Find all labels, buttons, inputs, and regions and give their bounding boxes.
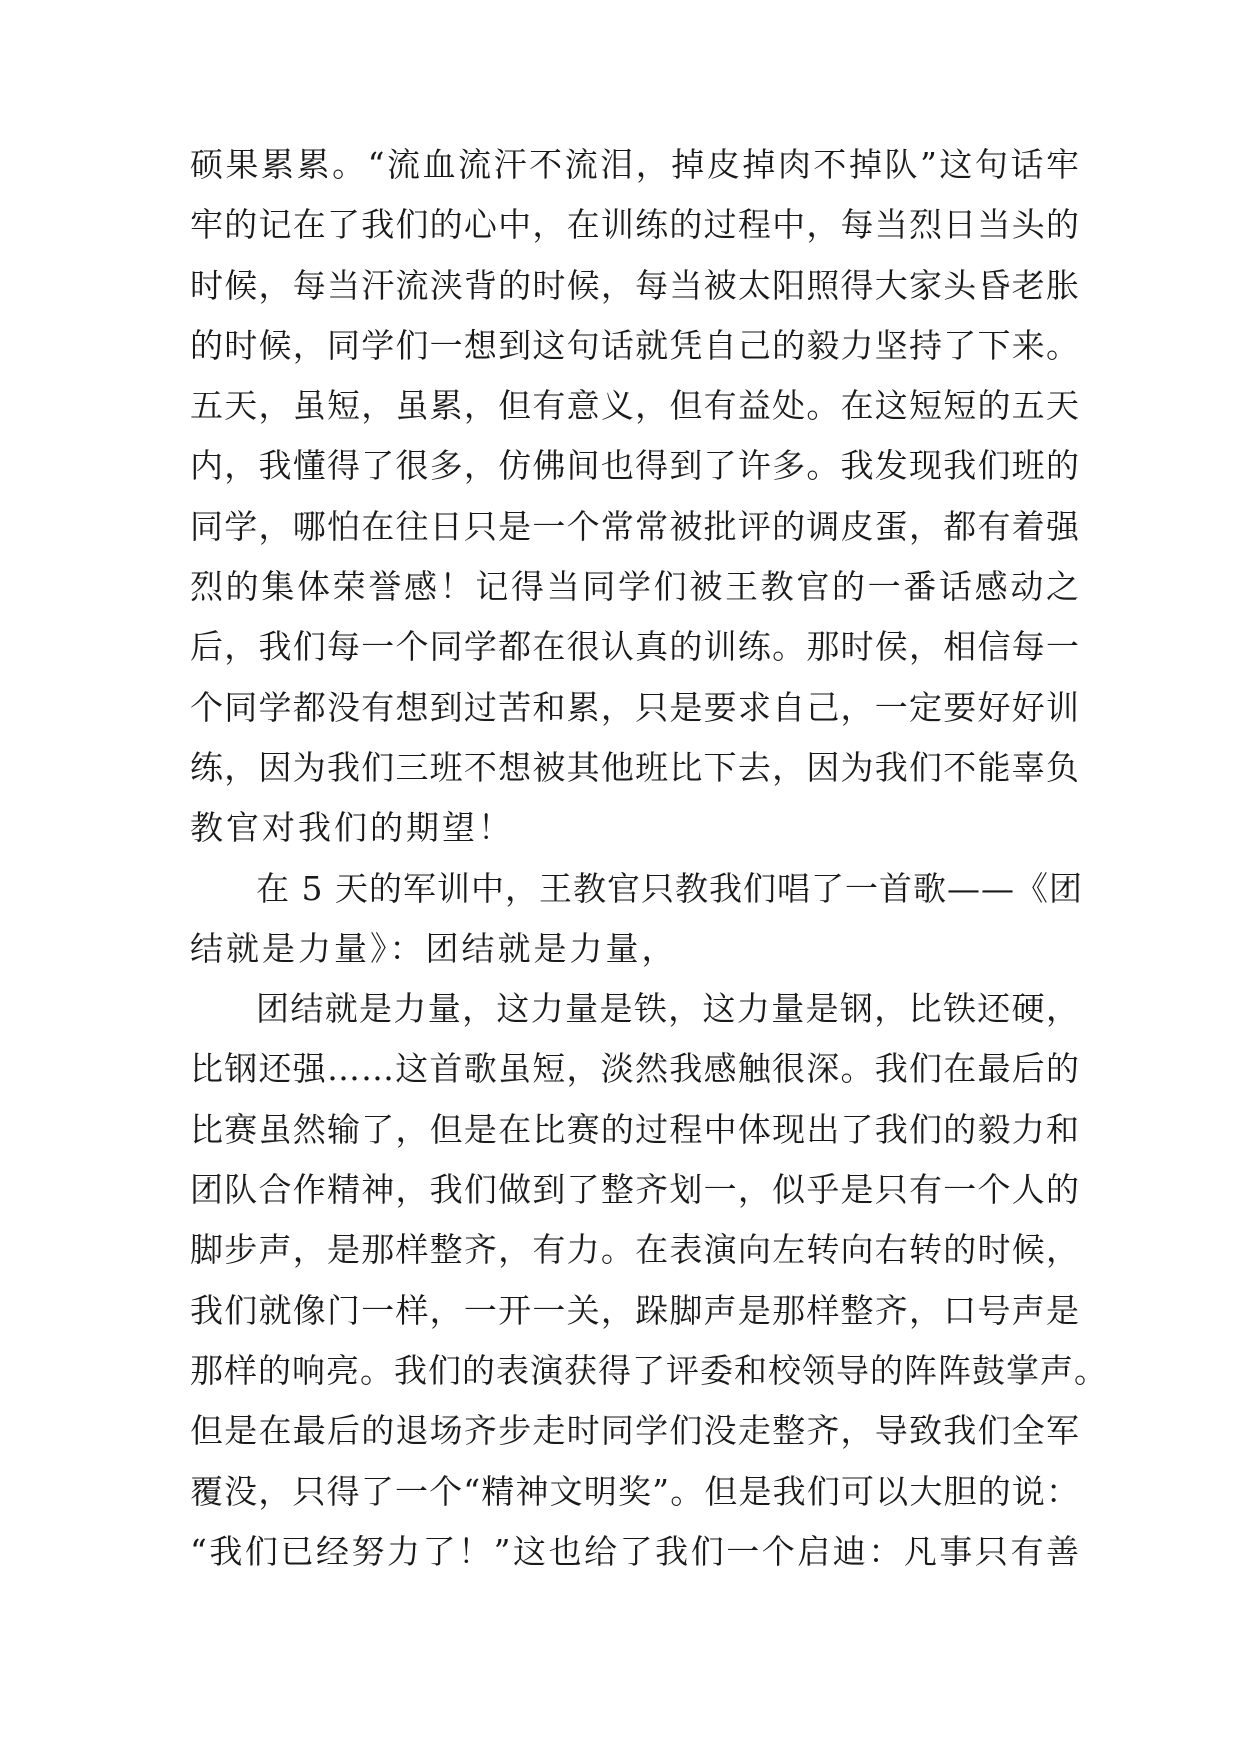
text-line: 脚步声，是那样整齐，有力。在表演向左转向右转的时候， — [190, 1230, 1080, 1270]
text-line: 个同学都没有想到过苦和累，只是要求自己，一定要好好训 — [190, 687, 1080, 727]
text-line: 比钢还强……这首歌虽短，淡然我感触很深。我们在最后的 — [190, 1049, 1080, 1089]
text-line: 的时候，同学们一想到这句话就凭自己的毅力坚持了下来。 — [190, 325, 1080, 365]
text-line: 烈的集体荣誉感！记得当同学们被王教官的一番话感动之 — [190, 567, 1080, 607]
text-line: 我们就像门一样，一开一关，跺脚声是那样整齐，口号声是 — [190, 1290, 1080, 1330]
text-line: 时候，每当汗流浃背的时候，每当被太阳照得大家头昏老胀 — [190, 265, 1080, 305]
text-line: 练，因为我们三班不想被其他班比下去，因为我们不能辜负 — [190, 747, 1080, 787]
text-line: “我们已经努力了！”这也给了我们一个启迪：凡事只有善 — [190, 1531, 1080, 1571]
text-line: 五天，虽短，虽累，但有意义，但有益处。在这短短的五天 — [190, 386, 1080, 426]
text-line: 但是在最后的退场齐步走时同学们没走整齐，导致我们全军 — [190, 1411, 1080, 1451]
text-line: 团队合作精神，我们做到了整齐划一，似乎是只有一个人的 — [190, 1170, 1080, 1210]
text-line: 覆没，只得了一个“精神文明奖”。但是我们可以大胆的说： — [190, 1471, 1080, 1511]
text-line: 那样的响亮。我们的表演获得了评委和校领导的阵阵鼓掌声。 — [190, 1350, 1108, 1390]
text-line: 硕果累累。“流血流汗不流泪，掉皮掉肉不掉队”这句话牢 — [190, 145, 1080, 184]
text-line-indented: 团结就是力量，这力量是铁，这力量是钢，比铁还硬， — [256, 989, 1080, 1029]
text-line-indented: 在 5 天的军训中，王教官只教我们唱了一首歌——《团 — [256, 868, 1083, 908]
text-line: 内，我懂得了很多，仿佛间也得到了许多。我发现我们班的 — [190, 446, 1080, 486]
text-line: 牢的记在了我们的心中，在训练的过程中，每当烈日当头的 — [190, 205, 1080, 245]
text-line: 后，我们每一个同学都在很认真的训练。那时侯，相信每一 — [190, 627, 1080, 667]
body-text — [190, 135, 1108, 1582]
text-line: 结就是力量》：团结就是力量， — [190, 928, 678, 968]
text-line: 比赛虽然输了，但是在比赛的过程中体现出了我们的毅力和 — [190, 1109, 1080, 1149]
text-line: 同学，哪怕在往日只是一个常常被批评的调皮蛋，都有着强 — [190, 506, 1080, 546]
text-line: 教官对我们的期望！ — [190, 808, 514, 848]
